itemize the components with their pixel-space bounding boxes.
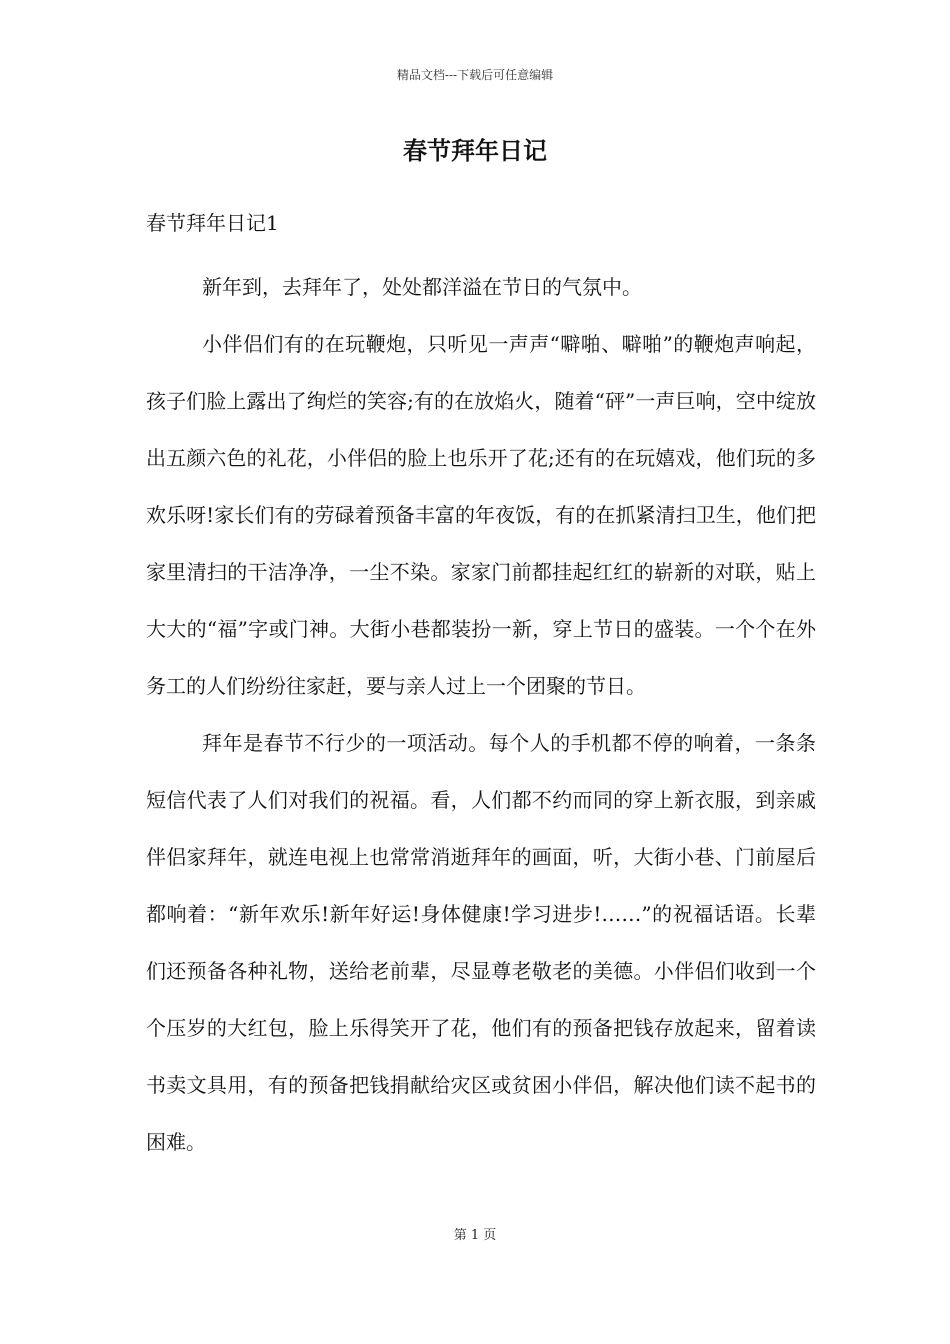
footer-prefix: 第 <box>453 1228 467 1243</box>
paragraph-2: 小伴侣们有的在玩鞭炮，只听见一声声“噼啪、噼啪”的鞭炮声响起，孩子们脸上露出了绚烂的笑容;有的在放焰火，随着“砰”一声巨响，空中绽放出五颜六色的礼花，小伴侣的脸上也乐开了花;还有的在玩嬉戏，他们玩的多欢乐呀!家长们有的劳碌着预备丰富的年夜饭，有的在抓紧清扫卫生，他们把家里清扫的干洁净净，一尘不染。家家门前都挂起红红的崭新的对联，贴上大大的“福”字或门神。大街小巷都装扮一新，穿上节日的盛装。一个个在外务工的人们纷纷往家赶，要与亲人过上一个团聚的节日。 <box>146 332 816 698</box>
page-title: 春节拜年日记 <box>403 136 547 165</box>
page-number: 1 <box>470 1228 480 1243</box>
paragraph-3: 拜年是春节不行少的一项活动。每个人的手机都不停的响着，一条条短信代表了人们对我们的祝福。看，人们都不约而同的穿上新衣服，到亲戚伴侣家拜年，就连电视上也常常消逝拜年的画面，听，大街小巷、门前屋后都响着：“新年欢乐!新年好运!身体健康!学习进步!……”的祝福话语。长辈们还预备各种礼物，送给老前辈，尽显尊老敬老的美德。小伴侣们收到一个个压岁的大红包，脸上乐得笑开了花，他们有的预备把钱存放起来，留着读书卖文具用，有的预备把钱捐献给灾区或贫困小伴侣，解决他们读不起书的困难。 <box>146 731 816 1154</box>
document-body <box>146 259 816 1171</box>
paragraph-1: 新年到，去拜年了，处处都洋溢在节日的气氛中。 <box>202 275 642 299</box>
section-subtitle: 春节拜年日记1 <box>146 211 279 235</box>
footer-suffix: 页 <box>483 1228 497 1243</box>
page-header: 精品文档---下载后可任意编辑 <box>396 68 554 82</box>
page-footer <box>0 1227 950 1245</box>
